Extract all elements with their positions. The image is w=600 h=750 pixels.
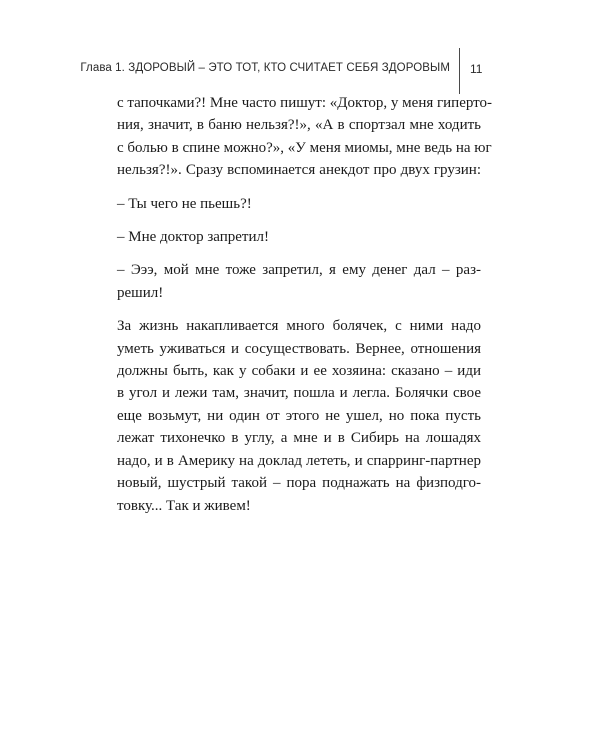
text-line: лежат тихонечко в углу, а мне и в Сибирь на лошадях [117, 430, 481, 447]
running-head [0, 56, 600, 82]
text-line: уметь уживаться и сосуществовать. Вернее, отношения [117, 340, 481, 357]
text-line: решил! [117, 284, 164, 301]
text-line: ния, значит, в баню нельзя?!», «А в спортзал мне ходить [117, 117, 481, 134]
text-line: За жизнь накапливается много болячек, с ними надо [117, 318, 481, 335]
text-line: с тапочками?! Мне часто пишут: «Доктор, у меня гиперто- [117, 95, 493, 111]
text-line: в угол и лежи там, значит, пошла и легла. Болячки свое [117, 385, 481, 402]
chapter-title: Глава 1. ЗДОРОВЫЙ – ЭТО ТОТ, КТО СЧИТАЕТ СЕБЯ ЗДОРОВЫМ [80, 62, 450, 74]
text-line: – Мне доктор запретил! [117, 229, 269, 246]
page-number: 11 [470, 62, 483, 76]
paragraph [117, 315, 481, 517]
dialogue-line [117, 259, 481, 304]
text-line: – Ты чего не пьешь?! [117, 195, 252, 212]
text-line: надо, и в Америку на доклад лететь, и спарринг-партнер [117, 452, 481, 469]
text-line: товку... Так и живем! [117, 497, 251, 514]
paragraph [117, 92, 493, 182]
dialogue-line [117, 226, 481, 248]
text-line: нельзя?!». Сразу вспоминается анекдот про двух грузин: [117, 162, 481, 179]
text-line: с болью в спине можно?», «У меня миомы, мне ведь на юг [117, 139, 492, 156]
text-line: должны быть, как у собаки и ее хозяина: сказано – иди [117, 363, 481, 380]
text-line: еще возьмут, ни один от этого не ушел, но пока пусть [117, 407, 481, 424]
body-text [117, 92, 493, 528]
header-divider [459, 48, 460, 94]
text-line: – Эээ, мой мне тоже запретил, я ему денег дал – раз- [117, 262, 481, 279]
text-line: новый, шустрый такой – пора поднажать на физподго- [117, 475, 481, 492]
dialogue-line [117, 193, 481, 215]
